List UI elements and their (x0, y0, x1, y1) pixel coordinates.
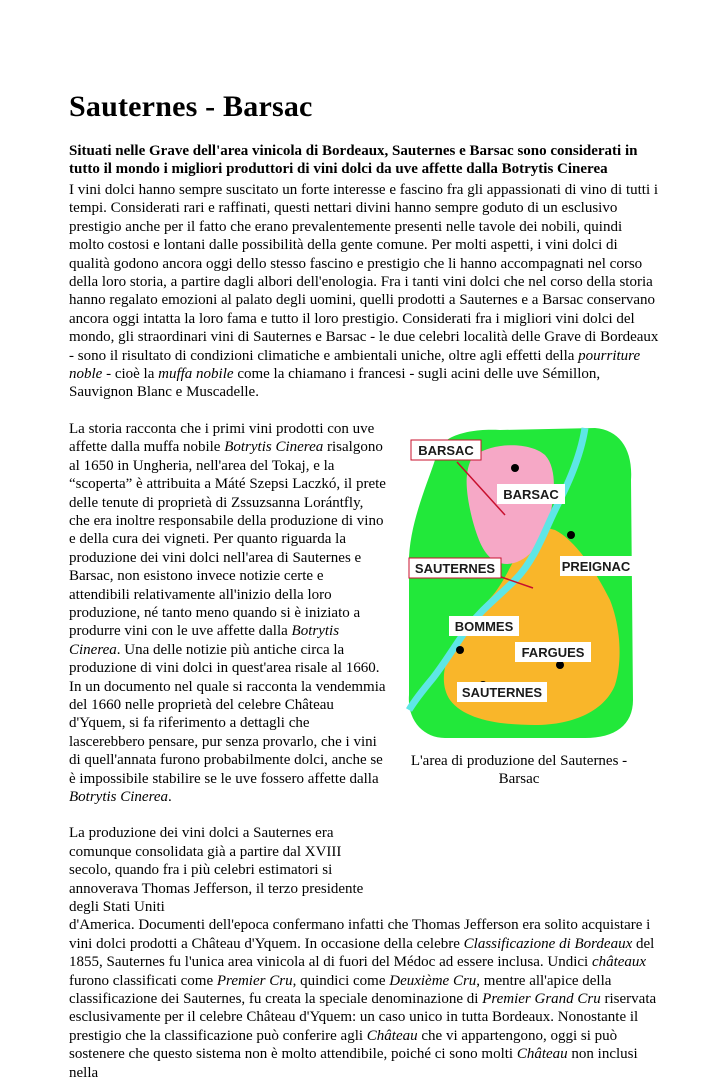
text-run: furono classificati come (69, 972, 217, 989)
label-barsac-inner (497, 484, 565, 504)
text-run: La produzione dei vini dolci a Sauternes era comunque consolidata già a partire dal XVIII secolo, quando fra i più celebri estimatori si annoverava Thomas Jefferson, il terzo presidente degli Stati Uniti (69, 825, 364, 916)
label-bommes (449, 616, 519, 636)
italic-term: Premier Grand Cru (482, 991, 601, 1008)
figure-caption: L'area di produzione del Sauternes - Barsac (410, 753, 628, 787)
label-preignac (560, 556, 632, 576)
label-sauternes-outer (409, 558, 501, 578)
map-label: BOMMES (454, 619, 514, 634)
text-run: del 1855, Sauternes fu l'unica area vinicola al di fuori del Médoc ad essere inclusa. Undici (69, 935, 655, 971)
italic-term: muffa nobile (158, 366, 234, 383)
paragraph-history (69, 420, 386, 807)
paragraph-classification (69, 824, 659, 1082)
map-label: PREIGNAC (561, 559, 631, 574)
italic-term: Botrytis Cinerea (224, 439, 324, 456)
paragraph-intro (69, 181, 659, 402)
map-label: BARSAC (503, 487, 559, 502)
town-dot (556, 661, 564, 669)
text-run: come la chiamano i francesi - sugli acini delle uve Sémillon, Sauvignon Blanc e Muscadelle. (69, 366, 601, 401)
italic-term: Premier Cru (216, 972, 293, 989)
map-label: BARSAC (418, 443, 474, 458)
italic-term: Château (366, 1027, 418, 1044)
italic-term: Botrytis Cinerea (69, 623, 340, 658)
text-run: I vini dolci hanno sempre suscitato un forte interesse e fascino fra gli appassionati di vino di tutti i tempi. Considerati rari e raffinati, questi nettari divini hanno sempre goduto di un esclusivo prestigio anche per il fatto che erano prevalentemente presenti nelle tavole dei nobili, quindi molto costosi e lontani dalle possibilità della gente comune. Per molti aspetti, i vini dolci di qualità godono ancora oggi dello stesso fascino e prestigio che li hanno accompagnati nel corso della loro storia, a partire dagli albori dell'enologia. Fra i tanti vini dolci che nel corso della storia hanno regalato emozioni al palato degli uomini, quelli prodotti a Sauternes e a Barsac conservano ancora oggi intatta la loro fama e tutto il loro prestigio. Considerati fra i migliori vini dolci del mondo, gli straordinari vini di Sauternes e Barsac - le due celebri località delle Grave di Bordeaux - sono il risultato di condizioni climatiche e ambientali uniche, oltre agli effetti della (69, 182, 659, 364)
page-title: Sauternes - Barsac (69, 90, 313, 123)
town-dot (567, 531, 575, 539)
italic-term: Classificazione di Bordeaux (463, 935, 633, 952)
italic-term: châteaux (591, 954, 647, 971)
map-label: FARGUES (521, 645, 585, 660)
text-run: . Una delle notizie più antiche circa la produzione di vini dolci in quest'area risale al 1660. In un documento nel quale si racconta la vendemmia del 1660 nelle proprietà del celebre Château d'Yquem, si fa riferimento a dettagli che lascerebbero pensare, pur senza provarlo, che i vini di quell'annata furono probabilmente dolci, anche se è impossibile stabilire se le uve fossero affette dalla (69, 641, 386, 787)
document-page (69, 90, 659, 1082)
map-label: SAUTERNES (414, 561, 496, 576)
label-barsac-outer (411, 440, 481, 460)
subtitle: Situati nelle Grave dell'area vinicola di Bordeaux, Sauternes e Barsac sono considerati in tutto il mondo i migliori produttori di vini dolci da uve affette dalla Botrytis Cinerea (69, 143, 638, 177)
label-sauternes-inner (457, 682, 547, 702)
text-run: riservata esclusivamente per il celebre Château d'Yquem: un caso unico in tutta Bordeaux. Nonostante il prestigio che la classificazione può conferire agli (69, 991, 657, 1044)
text-run: che vi appartengono, oggi si può sostenere che questo sistema non è molto attendibile, poiché ci sono molti (69, 1027, 618, 1063)
label-fargues (515, 642, 591, 662)
italic-term: Deuxième Cru (389, 972, 477, 989)
italic-term: pourriture noble (69, 347, 641, 383)
town-dot (511, 464, 519, 472)
italic-term: Château (516, 1046, 568, 1063)
text-run: d'America. Documenti dell'epoca confermano infatti che Thomas Jefferson era solito acquistare i vini dolci prodotti a Château d'Yquem. In occasione della celebre (69, 917, 651, 952)
text-run: . (168, 789, 172, 805)
text-run: , mentre all'apice della classificazione dei Sauternes, fu creata la speciale denominazione di (69, 972, 612, 1008)
text-run: La storia racconta che i primi vini prodotti con uve affette dalla muffa nobile (69, 420, 375, 456)
text-run: - cioè la (102, 366, 159, 383)
town-dot (456, 646, 464, 654)
text-run: non inclusi nella (69, 1046, 638, 1081)
italic-term: Botrytis Cinerea (69, 789, 169, 805)
text-run: , quindici come (292, 972, 390, 989)
map-label: SAUTERNES (461, 685, 543, 700)
text-run: risalgono al 1650 in Ungheria, nell'area del Tokaj, e la “scoperta” è attribuita a Máté Szepsi Laczkó, il prete delle tenute di proprietà di Zssuzsanna Lorántfly, che era inoltre responsabile della produzione di vino e della cura dei vigneti. Per quanto riguarda la produzione dei vini dolci nell'area di Sauternes e Barsac, non esistono invece notizie certe e attendibili relativamente all'inizio della loro produzione, né tanto meno quando si è iniziato a produrre vini con le uve affette dalla (69, 439, 386, 640)
sauternes-barsac-map (405, 420, 633, 740)
